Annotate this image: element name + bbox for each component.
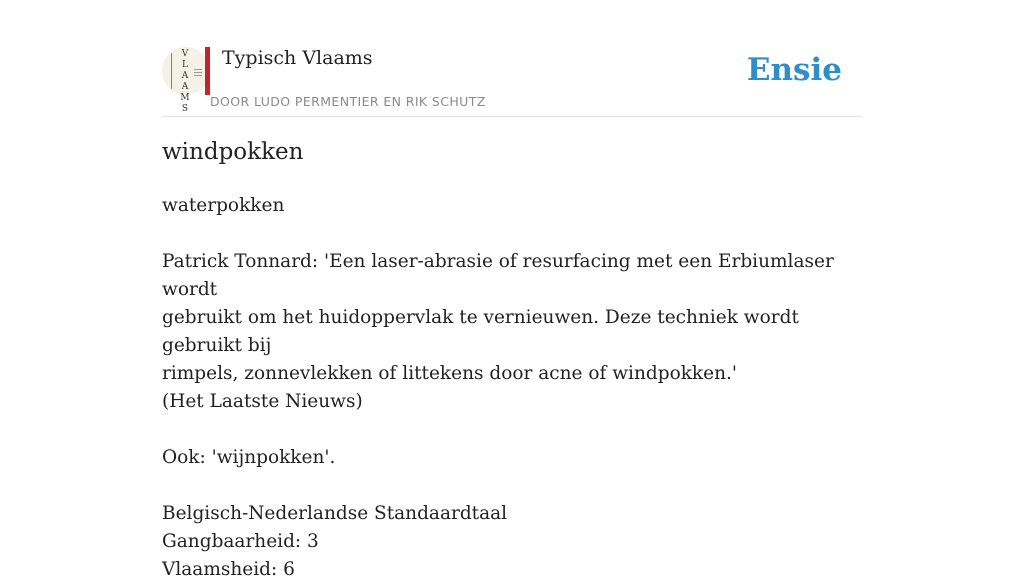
entry-content: [162, 192, 862, 584]
blog-byline: DOOR LUDO PERMENTIER EN RIK SCHUTZ: [210, 94, 486, 109]
logo-decor-line: [171, 53, 172, 89]
ensie-brand-logo[interactable]: Ensie: [746, 52, 842, 88]
quote-line: gebruikt om het huidoppervlak te vernieuwen. Deze techniek wordt gebruikt bij: [162, 307, 799, 356]
logo-letter: A: [181, 82, 189, 92]
quote-line: Patrick Tonnard: 'Een laser-abrasie of resurfacing met een Erbiumlaser wordt: [162, 251, 834, 300]
entry-definition: waterpokken: [162, 195, 285, 216]
logo-decor-lines: [194, 69, 202, 70]
entry-title: windpokken: [162, 139, 304, 165]
site-header: [162, 46, 862, 117]
entry-vlaamsheid: Vlaamsheid: 6: [162, 559, 295, 580]
logo-letter: S: [181, 104, 189, 114]
blog-title-link[interactable]: Typisch Vlaams: [222, 47, 373, 69]
quote-line: rimpels, zonnevlekken of littekens door acne of windpokken.': [162, 363, 737, 384]
spacer: [162, 220, 862, 248]
logo-letter: L: [182, 60, 188, 70]
entry-gangbaarheid: Gangbaarheid: 3: [162, 531, 319, 552]
quote-source: (Het Laatste Nieuws): [162, 391, 363, 412]
entry-also: Ook: 'wijnpokken'.: [162, 447, 336, 468]
spacer: [162, 416, 862, 444]
spacer: [162, 472, 862, 500]
logo-letter: V: [181, 49, 189, 59]
typisch-vlaams-logo[interactable]: [162, 47, 210, 114]
logo-letter: M: [180, 93, 190, 103]
logo-red-stripe: [205, 47, 210, 95]
logo-letter: A: [181, 71, 189, 81]
logo-letters: [178, 49, 192, 115]
entry-language: Belgisch-Nederlandse Standaardtaal: [162, 503, 508, 524]
